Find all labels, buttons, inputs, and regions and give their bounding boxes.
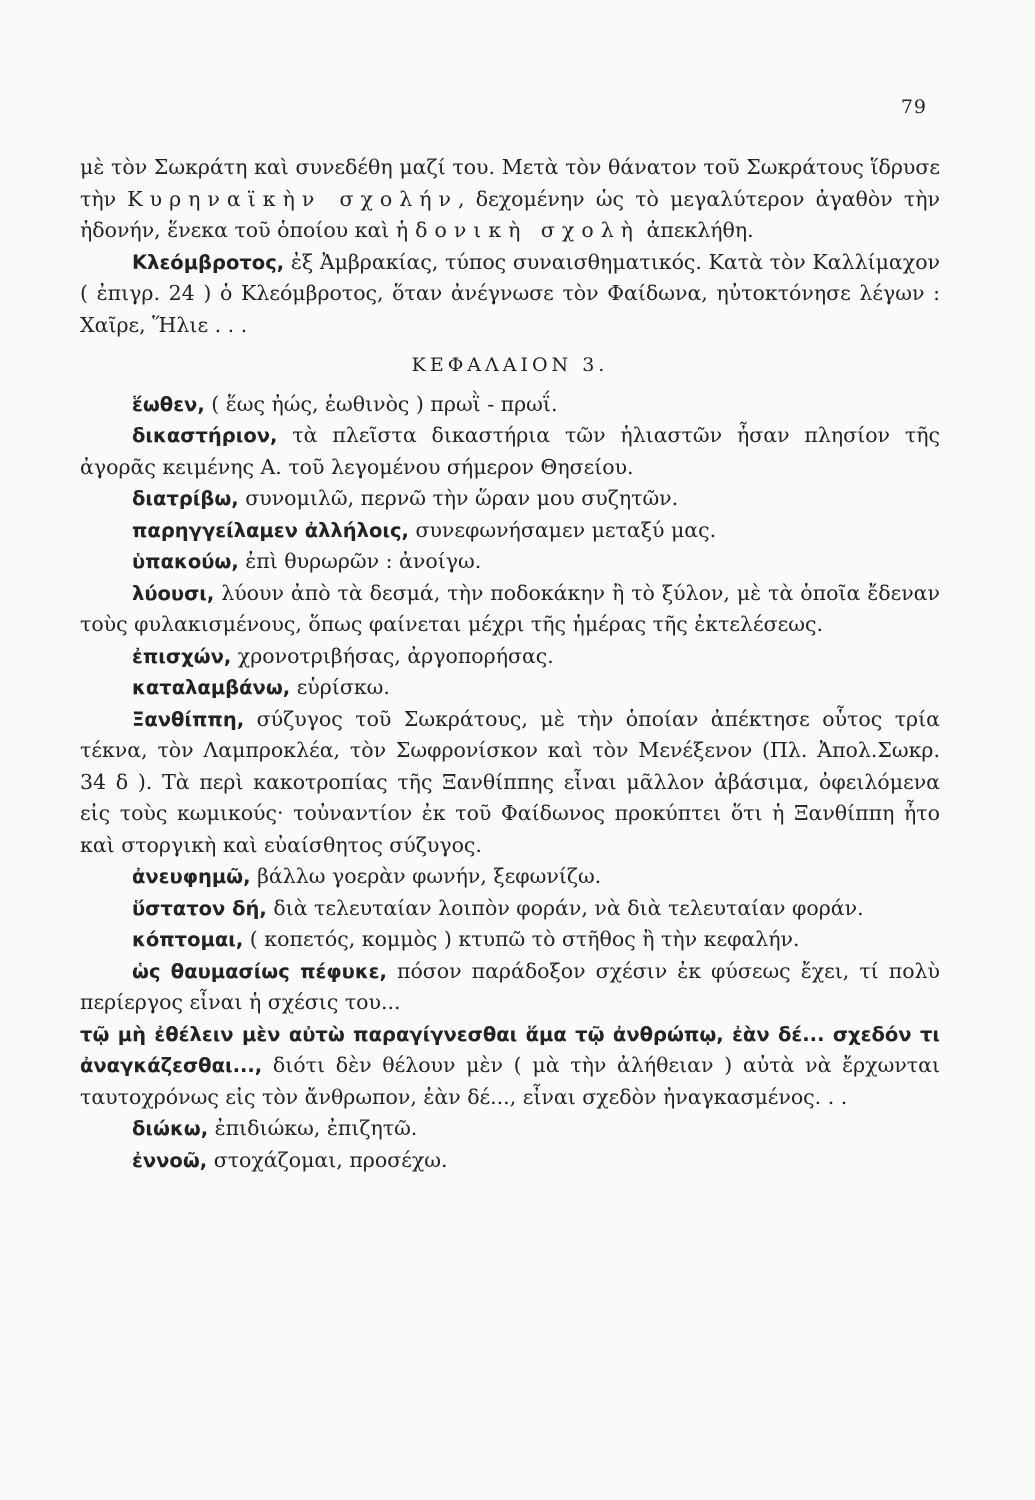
glossary-entry xyxy=(80,641,940,673)
entry-lemma: ἕωθεν, xyxy=(132,392,205,416)
entry-definition: χρονοτριβήσας, ἀργοπορήσας. xyxy=(231,643,554,668)
entry-definition: ἐξ Ἀμβρακίας, τύπος συναισθηματικός. Κατὰ τὸν Καλλίμαχον ( ἐπιγρ. 24 ) ὁ Κλεόμβροτος, ὅταν ἀνέγνωσε τὸν Φαίδωνα, ηὐτοκτόνησε λέγων : Χαῖρε, Ἥλιε . . . xyxy=(80,249,940,337)
glossary-entry xyxy=(80,704,940,862)
entry-lemma: παρηγγείλαμεν ἀλλήλοις, xyxy=(132,518,409,542)
entry-definition: συνεφωνήσαμεν μεταξύ μας. xyxy=(408,517,717,542)
glossary-entry xyxy=(80,420,940,483)
glossary-entry xyxy=(80,956,940,1019)
entry-lemma: ἀνευφημῶ, xyxy=(132,865,251,888)
entry-lemma: καταλαμβάνω, xyxy=(132,676,291,699)
glossary-entry xyxy=(80,893,940,925)
entry-definition: διὰ τελευταίαν λοιπὸν φοράν, νὰ διὰ τελευταίαν φοράν. xyxy=(266,895,864,920)
entry-lemma: δικαστήριον, xyxy=(132,424,278,447)
entry-definition: τὰ πλεῖστα δικαστήρια τῶν ἡλιαστῶν ἦσαν πλησίον τῆς ἀγορᾶς κειμένης Α. τοῦ λεγομένου σήμερον Θησείου. xyxy=(80,423,940,479)
glossary-entry xyxy=(80,247,940,342)
glossary-entry xyxy=(80,483,940,515)
spaced-term: ἡδονικὴ σχολὴ xyxy=(395,218,640,242)
glossary-entry xyxy=(80,861,940,893)
chapter-heading: ΚΕΦΑΛΑΙΟΝ 3. xyxy=(411,354,609,376)
page-number: 79 xyxy=(900,96,927,118)
page-body xyxy=(80,152,940,1176)
entry-lemma: διώκω, xyxy=(132,1117,209,1140)
entry-definition: διότι δὲν θέλουν μὲν ( μὰ τὴν ἀλήθειαν ) αὐτὰ νὰ ἔρχωνται ταυτοχρόνως εἰς τὸν ἄνθρωπον, ἐὰν δέ..., εἶναι σχεδὸν ἠναγκασμένος. . . xyxy=(80,1053,940,1109)
entry-definition: ἐπιδιώκω, ἐπιζητῶ. xyxy=(208,1116,418,1140)
entry-definition: συνομιλῶ, περνῶ τὴν ὥραν μου συζητῶν. xyxy=(238,486,679,510)
glossary-entry xyxy=(80,1113,940,1145)
entry-lemma: ὕστατον δή, xyxy=(132,896,267,920)
glossary-entry xyxy=(80,672,940,704)
entry-definition: πόσον παράδοξον σχέσιν ἐκ φύσεως ἔχει, τί πολὺ περίεργος εἶναι ἡ σχέσις του... xyxy=(80,958,941,1014)
entry-definition: στοχάζομαι, προσέχω. xyxy=(207,1147,448,1172)
glossary-entry xyxy=(80,1145,940,1177)
entry-lemma: ὡς θαυμασίως πέφυκε, xyxy=(132,959,387,983)
entry-definition: βάλλω γοερὰν φωνήν, ξεφωνίζω. xyxy=(250,864,602,888)
glossary-entry-quote xyxy=(80,1019,940,1114)
glossary-entry xyxy=(80,389,940,421)
entry-definition: ( κοπετός, κομμὸς ) κτυπῶ τὸ στῆθος ἢ τὴν κεφαλήν. xyxy=(243,927,800,951)
spaced-term: Κυρηναϊκὴν σχολήν xyxy=(127,186,459,211)
entry-lemma: ἐννοῶ, xyxy=(132,1148,208,1172)
intro-text: μὲ τὸν Σωκράτη καὶ συνεδέθη μαζί του. Μετὰ τὸν θάνατον τοῦ Σωκράτους ἵδρυσε τὴν xyxy=(80,155,940,211)
entry-definition: εὑρίσκω. xyxy=(290,675,390,699)
entry-lemma: διατρίβω, xyxy=(132,487,239,510)
intro-paragraph xyxy=(80,152,940,247)
entry-definition: ( ἕως ἠώς, ἑωθινὸς ) πρωῒ - πρωΐ. xyxy=(204,391,558,416)
entry-lemma: ἐπισχών, xyxy=(132,644,232,668)
glossary-entry xyxy=(80,578,940,641)
entry-lemma: τῷ μὴ ἐθέλειν μὲν αὐτὼ παραγίγνεσθαι ἅμα τῷ ἀνθρώπῳ, ἐὰν δέ... σχεδόν τι ἀναγκάζεσθαι..., xyxy=(80,1022,940,1077)
glossary-entry xyxy=(80,546,940,578)
entry-lemma: Κλεόμβροτος, xyxy=(132,250,285,274)
glossary-entry xyxy=(80,924,940,956)
entry-lemma: Ξανθίππη, xyxy=(132,707,245,731)
intro-text: ἀπεκλήθη. xyxy=(639,218,754,242)
entry-definition: σύζυγος τοῦ Σωκράτους, μὲ τὴν ὁποίαν ἀπέκτησε οὗτος τρία τέκνα, τὸν Λαμπροκλέα, τὸν Σωφρονίσκον καὶ τὸν Μενέξενον (Πλ. Ἀπολ.Σωκρ. 34 δ ). Τὰ περὶ κακοτροπίας τῆς Ξανθίππης εἶναι μᾶλλον ἀβάσιμα, ὀφειλόμενα εἰς τοὺς κωμικούς· τοὐναντίον ἐκ τοῦ Φαίδωνος προκύπτει ὅτι ἡ Ξανθίππη ἦτο καὶ στοργικὴ καὶ εὐαίσθητος σύζυγος. xyxy=(80,706,940,857)
entry-lemma: ὑπακούω, xyxy=(132,550,239,573)
entry-definition: ἐπὶ θυρωρῶν : ἀνοίγω. xyxy=(238,549,482,573)
glossary-entry xyxy=(80,515,940,547)
entry-definition: λύουν ἀπὸ τὰ δεσμά, τὴν ποδοκάκην ἢ τὸ ξύλον, μὲ τὰ ὁποῖα ἔδεναν τοὺς φυλακισμένους, ὅπως φαίνεται μέχρι τῆς ἡμέρας τῆς ἐκτελέσεως. xyxy=(80,580,940,636)
entry-lemma: κόπτομαι, xyxy=(132,928,244,951)
intro-text: , δεχομένην ὡς τὸ μεγαλύτερον ἀγαθὸν τὴν ἡδονήν, ἕνεκα τοῦ ὁποίου καὶ xyxy=(80,186,940,242)
entry-lemma: λύουσι, xyxy=(132,581,215,605)
